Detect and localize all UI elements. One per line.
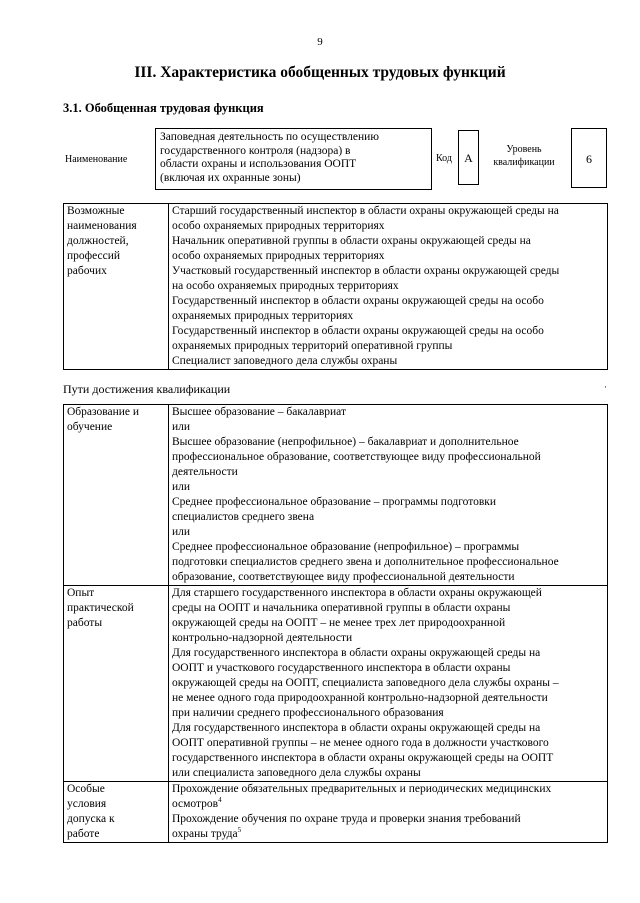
text-line: среды на ООПТ и начальника оперативной группы в области охраны (172, 602, 511, 614)
text-line: образование, соответствующее виду профессиональной деятельности (172, 571, 515, 583)
text-line: или (172, 421, 191, 433)
subsection-title: 3.1. Обобщенная трудовая функция (63, 101, 264, 115)
function-name-line: (включая их охранные зоны) (160, 171, 301, 184)
special-conditions-text (169, 782, 608, 843)
label-line: Опыт (67, 587, 95, 599)
table-row (64, 586, 608, 782)
label-line: практической (67, 602, 134, 614)
education-label (64, 405, 169, 586)
text-line: специалистов среднего звена (172, 511, 315, 523)
level-label-line: квалификации (493, 157, 555, 168)
text-line: контрольно-надзорной деятельности (172, 632, 353, 644)
text-line: Прохождение обязательных предварительных и периодических медицинских (172, 783, 552, 795)
label-line: Особые (67, 783, 105, 795)
experience-text (169, 586, 608, 782)
label-line: работы (67, 617, 103, 629)
experience-label (64, 586, 169, 782)
label-line: допуска к (67, 813, 115, 825)
text-line: Для государственного инспектора в области охраны окружающей среды на (172, 722, 541, 734)
label-line: профессий (67, 250, 121, 262)
special-conditions-label (64, 782, 169, 843)
list-item: Специалист заповедного дела службы охраны (172, 355, 398, 367)
text-line: Высшее образование – бакалавриат (172, 406, 346, 418)
positions-list (169, 204, 608, 370)
table-row (64, 204, 608, 370)
qualification-paths-table (63, 404, 608, 843)
scan-mark: · (604, 382, 607, 392)
label-line: обучение (67, 421, 113, 433)
text-line: окружающей среды на ООПТ – не менее трех лет природоохранной (172, 617, 506, 629)
function-name-line: области охраны и использования ООПТ (160, 158, 357, 170)
label-line: наименования (67, 220, 137, 232)
page-number: 9 (317, 36, 323, 48)
text-line: не менее одного года природоохранной контрольно-надзорной деятельности (172, 692, 548, 704)
education-text (169, 405, 608, 586)
list-item: Начальник оперативной группы в области охраны окружающей среды на (172, 235, 531, 247)
qualification-level-value: 6 (571, 128, 607, 188)
text-line: или (172, 481, 191, 493)
qualification-level-label (488, 143, 560, 169)
code-value: А (458, 130, 479, 185)
label-line: работе (67, 828, 100, 840)
text-line: деятельности (172, 466, 238, 478)
positions-label (64, 204, 169, 370)
list-item: Государственный инспектор в области охраны окружающей среды на особо (172, 295, 544, 307)
text-line: профессиональное образование, соответствующее виду профессиональной (172, 451, 541, 463)
text-line: Прохождение обучения по охране труда и проверки знания требований (172, 813, 521, 825)
footnote-ref[interactable]: 4 (218, 796, 222, 805)
text-line: государственного инспектора в области охраны окружающей среды на ООПТ (172, 752, 554, 764)
label-line: условия (67, 798, 107, 810)
list-item: Старший государственный инспектор в области охраны окружающей среды на (172, 205, 559, 217)
text-line: Среднее профессиональное образование – программы подготовки (172, 496, 497, 508)
list-item: охраняемых природных территорий оперативной группы (172, 340, 453, 352)
label-line: должностей, (67, 235, 129, 247)
positions-table (63, 203, 608, 370)
section-title: III. Характеристика обобщенных трудовых функций (134, 64, 506, 81)
text-line (172, 827, 604, 842)
list-item: охраняемых природных территориях (172, 310, 354, 322)
label-line: Возможные (67, 205, 125, 217)
list-item: особо охраняемых природных территориях (172, 250, 385, 262)
text-line: Высшее образование (непрофильное) – бакалавриат и дополнительное (172, 436, 519, 448)
footnote-ref[interactable]: 5 (237, 826, 242, 835)
code-label: Код (436, 153, 452, 164)
text-line: или специалиста заповедного дела службы охраны (172, 767, 421, 779)
level-label-line: Уровень (506, 144, 542, 155)
label-line: рабочих (67, 265, 107, 277)
text-line: Для старшего государственного инспектора в области охраны окружающей (172, 587, 542, 599)
text-fragment: осмотров (172, 798, 219, 810)
text-line: Для государственного инспектора в области охраны окружающей среды на (172, 647, 541, 659)
table-row (64, 782, 608, 843)
list-item: особо охраняемых природных территориях (172, 220, 385, 232)
text-line: или (172, 526, 191, 538)
text-line (172, 797, 604, 812)
text-line: Среднее профессиональное образование (непрофильное) – программы (172, 541, 520, 553)
function-name-line: Заповедная деятельность по осуществлению (160, 131, 379, 143)
text-line: подготовки специалистов среднего звена и дополнительное профессиональное (172, 556, 559, 568)
text-line: окружающей среды на ООПТ, специалиста заповедного дела службы охраны – (172, 677, 559, 689)
text-line: ООПТ оперативной группы – не менее одного года в должности участкового (172, 737, 549, 749)
text-fragment: охраны труда (172, 828, 238, 840)
function-name-line: государственного контроля (надзора) в (160, 144, 351, 157)
label-line: Образование и (67, 406, 140, 418)
paths-title: Пути достижения квалификации (63, 382, 231, 396)
text-line: при наличии среднего профессионального образования (172, 707, 444, 719)
list-item: Государственный инспектор в области охраны окружающей среды на особо (172, 325, 544, 337)
list-item: Участковый государственный инспектор в области охраны окружающей среды (172, 265, 560, 277)
text-line: ООПТ и участкового государственного инспектора в области охраны (172, 662, 511, 674)
list-item: на особо охраняемых природных территориях (172, 280, 399, 292)
name-label: Наименование (65, 154, 128, 165)
function-name-box (155, 128, 432, 190)
table-row (64, 405, 608, 586)
